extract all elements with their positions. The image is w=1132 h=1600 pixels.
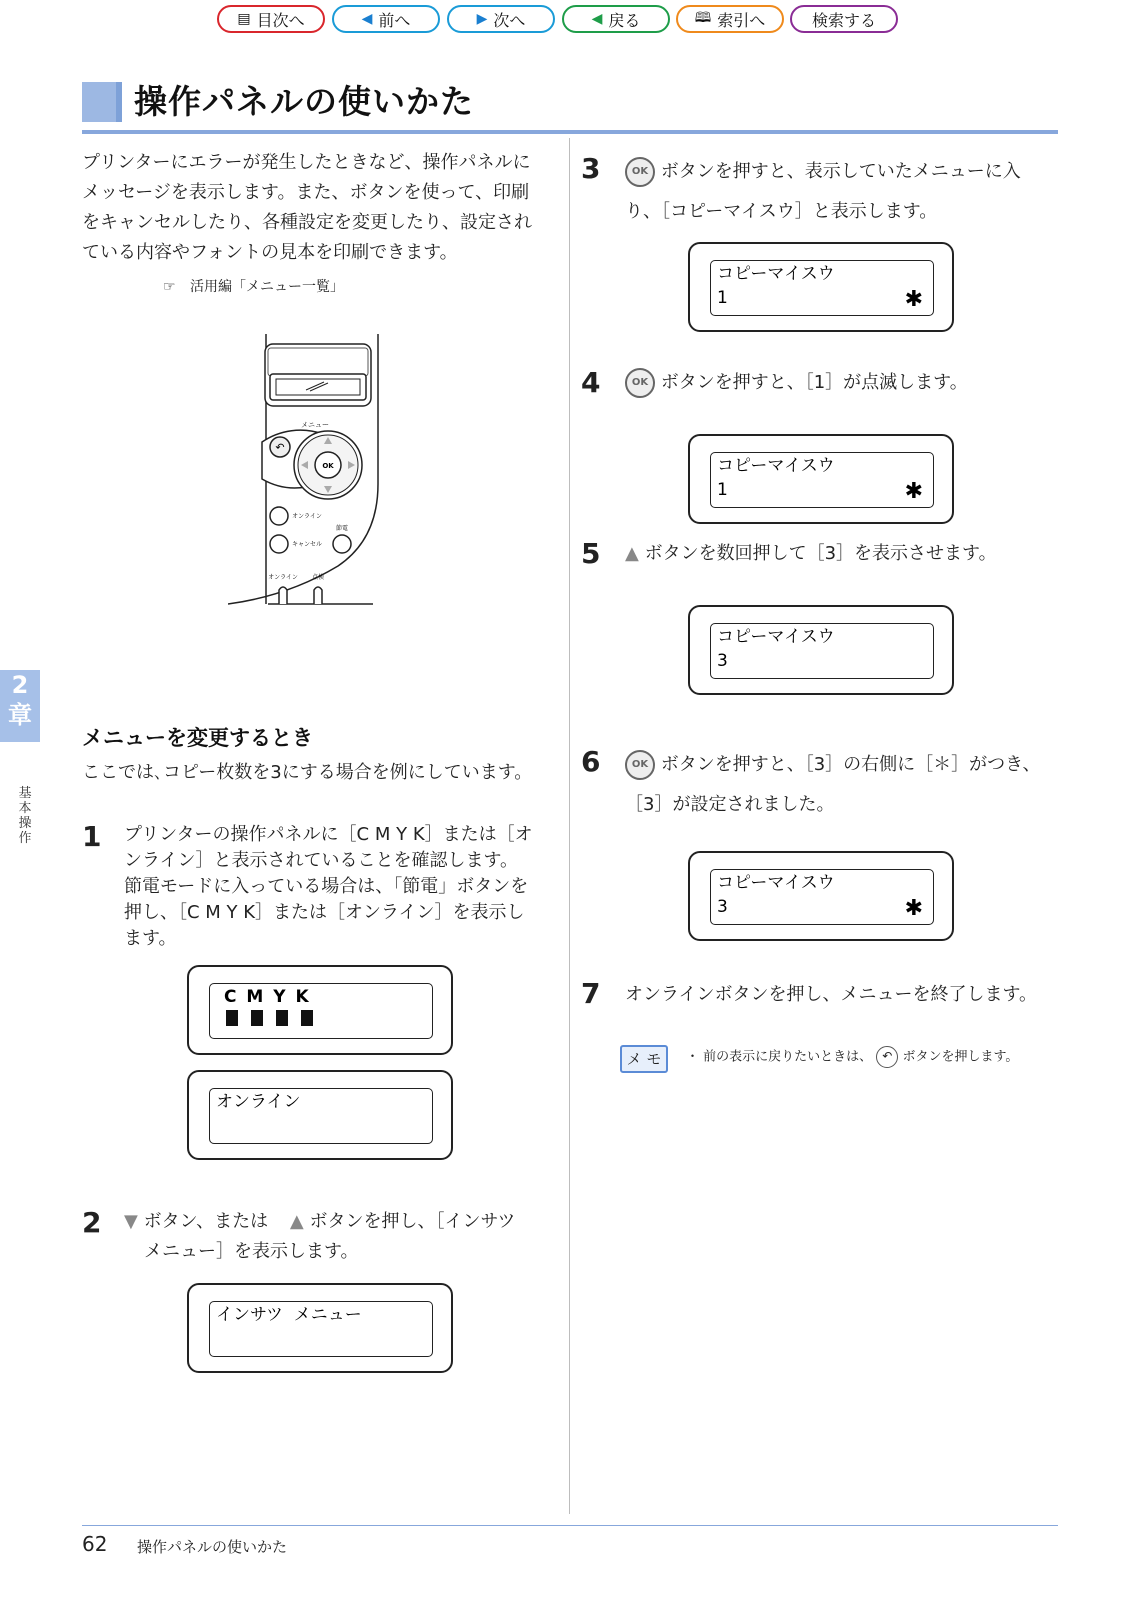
next-label: 次へ <box>493 10 526 30</box>
lcd-display <box>688 242 954 332</box>
step-number: 2 <box>82 1206 102 1239</box>
step-text: ボタンを押すと、表示していたメニューに入 <box>660 161 1021 182</box>
arrow-right-icon: ▶ <box>476 11 488 27</box>
lcd-line-1: オンライン <box>216 1092 301 1112</box>
lcd-line-1: コピーマイスウ <box>717 456 835 476</box>
svg-text:↶: ↶ <box>275 441 285 454</box>
step-line: 押し、［C M Y K］または［オンライン］を表示し <box>124 902 525 923</box>
search-label: 検索する <box>811 10 876 30</box>
title-underline <box>82 130 1058 134</box>
back-arrow-icon: ◀ <box>591 11 603 27</box>
toc-label: 目次へ <box>256 10 305 30</box>
intro-line: プリンターにエラーが発生したときなど、操作パネルに <box>82 152 531 173</box>
toc-button[interactable] <box>217 5 325 33</box>
reference-icon: ☞ <box>163 279 176 295</box>
section-description: ここでは､コピー枚数を3にする場合を例にしています。 <box>82 762 533 783</box>
intro-paragraph <box>82 148 552 268</box>
step-6-text <box>625 745 1040 825</box>
arrow-left-icon: ◀ <box>361 11 373 27</box>
lcd-line-1: コピーマイスウ <box>717 264 835 284</box>
step-number: 6 <box>581 745 601 778</box>
cancel-button-label: キャンセル <box>292 541 323 548</box>
memo-text-2: ボタンを押します。 <box>902 1049 1019 1065</box>
back-label: 戻る <box>608 10 641 30</box>
power-save-button-illustration <box>333 535 351 553</box>
step-text: ボタンを押し、［インサツ <box>309 1211 516 1232</box>
step-number: 1 <box>82 820 102 853</box>
reference-text: 活用編「メニュー一覧」 <box>190 279 345 295</box>
chapter-number: 2 <box>11 671 29 699</box>
lcd-display <box>688 851 954 941</box>
index-button[interactable] <box>676 5 784 33</box>
title-marker <box>82 82 122 122</box>
down-arrow-icon: ▼ <box>124 1211 138 1232</box>
memo-label: メ モ <box>620 1045 668 1073</box>
next-button[interactable] <box>447 5 555 33</box>
step-line: プリンターの操作パネルに［C M Y K］または［オ <box>124 824 533 845</box>
navigation-bar <box>0 5 1132 35</box>
lcd-display <box>187 1283 453 1373</box>
lcd-display <box>688 434 954 524</box>
step-line: ンライン］と表示されていることを確認します。 <box>124 850 519 871</box>
footer-title: 操作パネルの使いかた <box>137 1538 288 1556</box>
memo-text-1: 前の表示に戻りたいときは、 <box>703 1049 873 1065</box>
memo-bullet: ・ <box>686 1049 700 1065</box>
chapter-tab <box>0 670 40 742</box>
up-arrow-icon: ▲ <box>289 1211 304 1232</box>
chapter-title: 基本操作 <box>18 786 32 846</box>
ok-button-icon: OK <box>625 157 655 187</box>
intro-line: メッセージを表示します。また、ボタンを使って、印刷 <box>82 182 530 203</box>
prev-button[interactable] <box>332 5 440 33</box>
section-heading: メニューを変更するとき <box>82 726 313 750</box>
asterisk-icon: ✱ <box>904 287 923 312</box>
up-arrow-icon: ▲ <box>625 543 639 564</box>
step-4-text <box>625 368 968 398</box>
alarm-led-label: 点検 <box>311 574 325 581</box>
asterisk-icon: ✱ <box>904 896 923 921</box>
lcd-line-1: インサツ メニュー <box>216 1305 362 1325</box>
lcd-line-1: コピーマイスウ <box>717 873 835 893</box>
step-text: ボタンを押すと、［3］の右側に［＊］がつき、 <box>660 754 1041 775</box>
search-button[interactable] <box>790 5 898 33</box>
step-2-text <box>124 1207 515 1267</box>
step-5-text <box>625 539 997 569</box>
lcd-line-2: 1 <box>717 288 728 308</box>
control-panel-illustration <box>228 334 388 624</box>
column-divider <box>569 138 570 1514</box>
step-text: ボタンを数回押して［3］を表示させます。 <box>644 543 997 564</box>
back-button-icon: ↶ <box>876 1046 898 1068</box>
toner-level-indicators <box>216 1008 426 1032</box>
online-button-illustration <box>270 507 288 525</box>
book-icon: 🕮 <box>694 10 712 26</box>
online-led-label: オンライン <box>268 574 298 581</box>
step-line: ［3］が設定されました。 <box>625 794 835 815</box>
index-label: 索引へ <box>717 10 766 30</box>
memo-text <box>686 1046 1018 1068</box>
step-line: 節電モードに入っている場合は、「節電」ボタンを <box>124 876 529 897</box>
lcd-display <box>187 965 453 1055</box>
lcd-line-2: 3 <box>717 651 728 671</box>
step-text: ボタンを押すと、［1］が点滅します。 <box>660 372 968 393</box>
prev-label: 前へ <box>378 10 411 30</box>
document-icon: ▤ <box>237 11 251 27</box>
page-number: 62 <box>82 1532 108 1556</box>
lcd-display <box>688 605 954 695</box>
step-1-text <box>124 822 533 952</box>
intro-line: ている内容やフォントの見本を印刷できます。 <box>82 242 458 263</box>
step-line: ます。 <box>124 928 177 949</box>
step-line: り、［コピーマイスウ］と表示します。 <box>625 201 938 222</box>
intro-line: をキャンセルしたり、各種設定を変更したり、設定され <box>82 212 532 233</box>
lcd-line-1: C M Y K <box>224 987 311 1007</box>
step-text: ボタン、または <box>143 1211 269 1232</box>
back-button[interactable] <box>562 5 670 33</box>
online-button-label: オンライン <box>292 513 322 520</box>
page-title: 操作パネルの使いかた <box>134 82 474 121</box>
lcd-line-1: コピーマイスウ <box>717 627 835 647</box>
step-3-text <box>625 152 1021 232</box>
step-number: 7 <box>581 977 601 1010</box>
footer-rule <box>82 1525 1058 1526</box>
power-save-label: 節電 <box>335 525 349 532</box>
step-7-text: オンラインボタンを押し、メニューを終了します。 <box>625 984 1038 1005</box>
asterisk-icon: ✱ <box>904 479 923 504</box>
cancel-button-illustration <box>270 535 288 553</box>
reference-link[interactable] <box>163 276 344 296</box>
lcd-line-2: 3 <box>717 897 728 917</box>
step-number: 4 <box>581 366 601 399</box>
ok-label: OK <box>322 462 334 470</box>
step-number: 5 <box>581 537 601 570</box>
ok-button-icon: OK <box>625 368 655 398</box>
menu-label: メニュー <box>301 421 329 429</box>
lcd-line-2: 1 <box>717 480 728 500</box>
lcd-display <box>187 1070 453 1160</box>
ok-button-icon: OK <box>625 750 655 780</box>
step-line: メニュー］を表示します。 <box>144 1241 359 1262</box>
chapter-label: 章 <box>8 701 32 729</box>
step-number: 3 <box>581 152 601 185</box>
